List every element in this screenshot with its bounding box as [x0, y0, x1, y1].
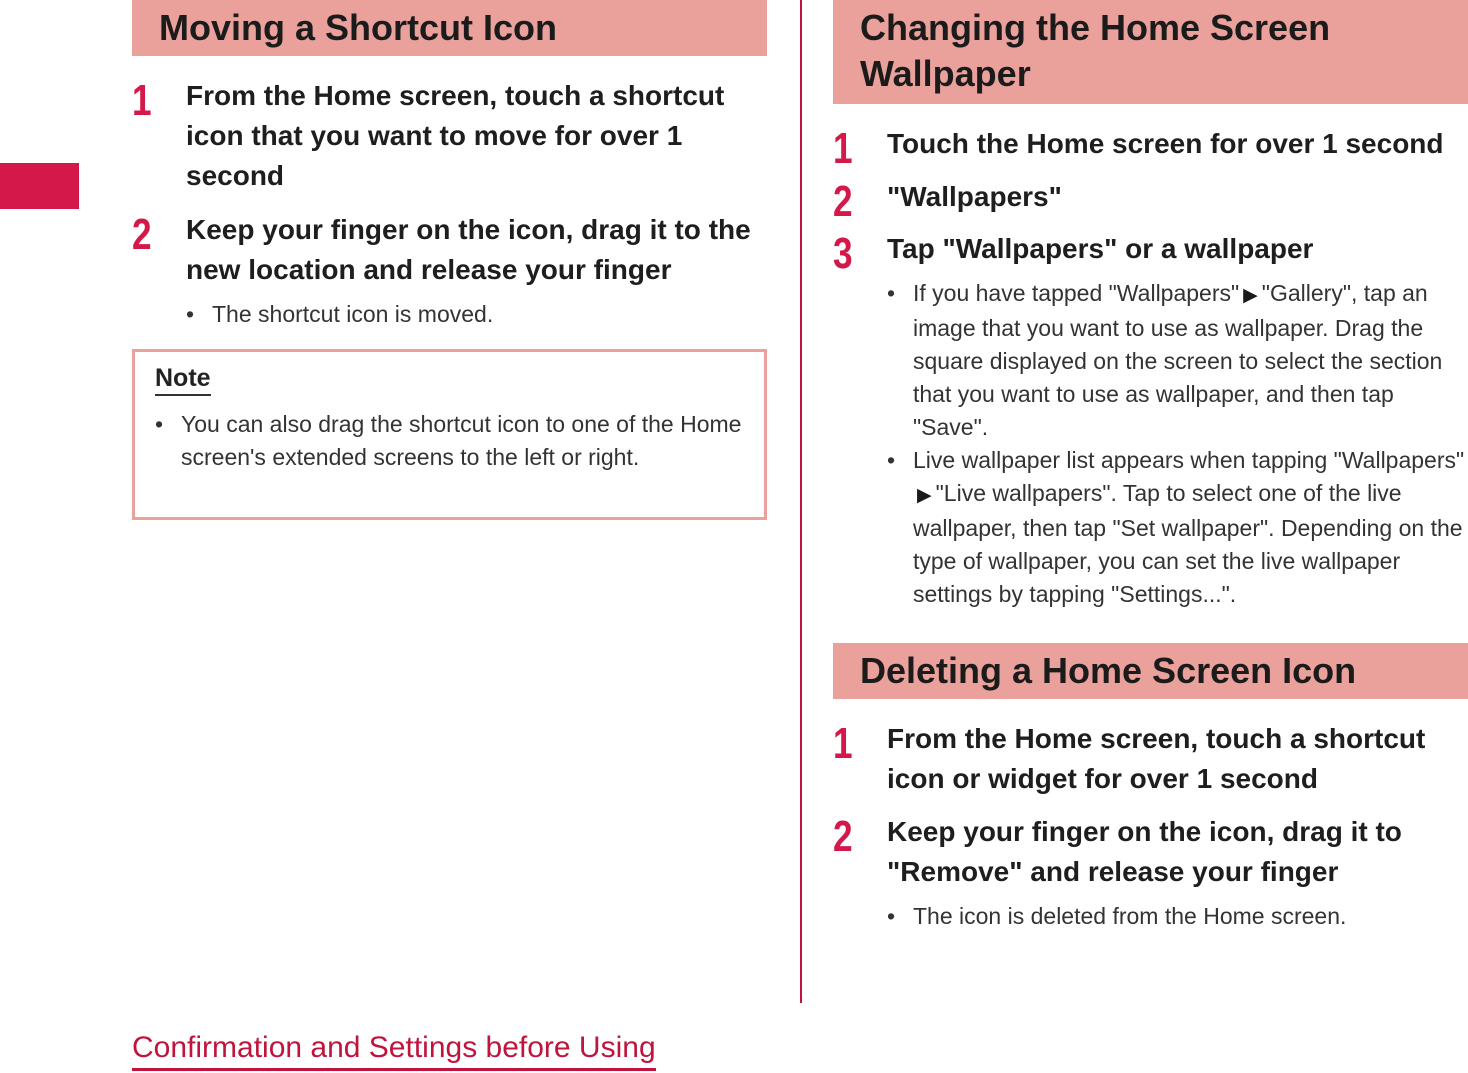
step-number: 2	[833, 812, 853, 861]
bullet-text-part: Live wallpaper list appears when tapping "Wallpapers"	[913, 447, 1465, 473]
wallpaper-bullets	[833, 277, 1468, 611]
note-title: Note	[155, 362, 211, 396]
chapter-tab	[0, 163, 79, 209]
step-number: 2	[132, 210, 152, 259]
section-title-wallpaper: Changing the Home Screen Wallpaper	[833, 0, 1468, 104]
column-divider	[800, 0, 802, 1003]
list-item: • The shortcut icon is moved.	[186, 298, 767, 331]
step-number: 3	[833, 229, 853, 278]
step-3	[833, 229, 1468, 278]
list-item	[887, 444, 1468, 611]
left-column	[132, 0, 767, 520]
step-2-bullets	[132, 298, 767, 331]
step-2	[132, 210, 767, 290]
step-number: 1	[132, 76, 152, 125]
step-text: Tap "Wallpapers" or a wallpaper	[887, 233, 1314, 264]
right-triangle-icon: ▶	[917, 485, 932, 506]
note-bullets	[155, 408, 746, 474]
chapter-footer-link[interactable]: Confirmation and Settings before Using	[132, 1028, 656, 1071]
bullet-text-part: If you have tapped "Wallpapers"	[913, 280, 1240, 306]
right-column	[833, 0, 1468, 933]
step-number: 1	[833, 719, 853, 768]
section-title-moving-shortcut: Moving a Shortcut Icon	[132, 0, 767, 56]
step-2	[833, 177, 1468, 226]
step-1	[833, 719, 1468, 799]
note-box	[132, 349, 767, 520]
step-number: 1	[833, 124, 853, 173]
section-title-deleting-icon: Deleting a Home Screen Icon	[833, 643, 1468, 699]
step-1	[833, 124, 1468, 173]
step-text: From the Home screen, touch a shortcut icon that you want to move for over 1 second	[186, 80, 725, 191]
step-text: Keep your finger on the icon, drag it to the new location and release your finger	[186, 214, 751, 285]
step-1	[132, 76, 767, 196]
right-triangle-icon: ▶	[1243, 285, 1258, 306]
delete-bullets	[833, 900, 1468, 933]
bullet-text-part: "Live wallpapers". Tap to select one of the live wallpaper, then tap "Set wallpaper". Depending on the type of wallpaper, you can set the live wallpaper settings by tapping "Settings...".	[913, 480, 1463, 607]
step-2	[833, 812, 1468, 892]
list-item: • You can also drag the shortcut icon to one of the Home screen's extended screens to the left or right.	[155, 408, 746, 474]
step-text: "Wallpapers"	[887, 181, 1062, 212]
step-text: From the Home screen, touch a shortcut icon or widget for over 1 second	[887, 723, 1426, 794]
step-text: Keep your finger on the icon, drag it to "Remove" and release your finger	[887, 816, 1402, 887]
step-number: 2	[833, 177, 853, 226]
step-text: Touch the Home screen for over 1 second	[887, 128, 1444, 159]
list-item: • The icon is deleted from the Home screen.	[887, 900, 1468, 933]
bullet-text-part: "Gallery", tap an image that you want to use as wallpaper. Drag the square displayed on the screen to select the section that you want to use as wallpaper, and then tap "Save".	[913, 280, 1443, 440]
list-item	[887, 277, 1468, 444]
